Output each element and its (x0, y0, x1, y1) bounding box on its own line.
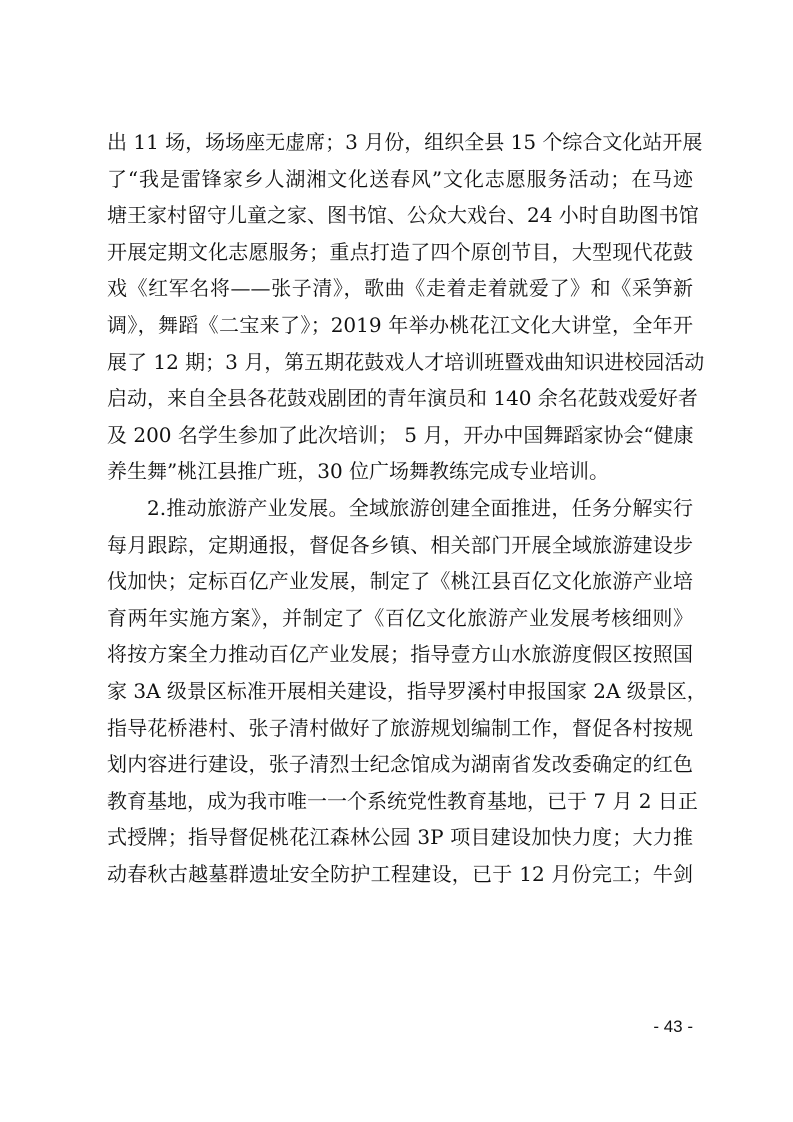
text-line: 出 11 场，场场座无虚席；3 月份，组织全县 15 个综合文化站开展 (107, 130, 703, 154)
text-line: 动春秋古越墓群遗址安全防护工程建设，已于 12 月份完工；牛剑 (107, 861, 693, 886)
text-line: 指导花桥港村、张子清村做好了旅游规划编制工作，督促各村按规 (107, 715, 693, 740)
text-line: 塘王家村留守儿童之家、图书馆、公众大戏台、24 小时自助图书馆 (107, 203, 699, 228)
text-line: 将按方案全力推动百亿产业发展；指导壹方山水旅游度假区按照国 (107, 642, 693, 667)
paragraph-tourism-industry (107, 490, 707, 893)
text-line: 启动，来自全县各花鼓戏剧团的青年演员和 140 余名花鼓戏爱好者 (107, 386, 698, 411)
page-number: - 43 - (653, 1017, 693, 1036)
text-line: 育两年实施方案》，并制定了《百亿文化旅游产业发展考核细则》 (107, 605, 693, 630)
text-line: 及 200 名学生参加了此次培训； 5 月，开办中国舞蹈家协会“健康 (107, 422, 694, 447)
text-line: 家 3A 级景区标准开展相关建设，指导罗溪村申报国家 2A 级景区， (107, 678, 707, 703)
text-line: 调》，舞蹈《二宝来了》；2019 年举办桃花江文化大讲堂，全年开 (107, 312, 693, 337)
paragraph-cultural-volunteer (107, 124, 705, 490)
text-line: 伐加快；定标百亿产业发展，制定了《桃江县百亿文化旅游产业培 (107, 569, 693, 594)
text-line: 2.推动旅游产业发展。全域旅游创建全面推进，任务分解实行 (147, 495, 693, 520)
text-line: 开展定期文化志愿服务；重点打造了四个原创节目，大型现代花鼓 (107, 239, 693, 264)
text-line: 每月跟踪，定期通报，督促各乡镇、相关部门开展全域旅游建设步 (107, 532, 693, 557)
text-line: 了“我是雷锋家乡人湖湘文化送春风”文化志愿服务活动；在马迹 (107, 166, 693, 191)
text-line: 养生舞”桃江县推广班，30 位广场舞教练完成专业培训。 (107, 459, 610, 484)
body-text (107, 124, 707, 892)
text-line: 式授牌；指导督促桃花江森林公园 3P 项目建设加快力度；大力推 (107, 825, 693, 850)
text-line: 教育基地，成为我市唯一一个系统党性教育基地，已于 7 月 2 日正 (107, 788, 698, 813)
text-line: 展了 12 期；3 月，第五期花鼓戏人才培训班暨戏曲知识进校园活动 (107, 349, 705, 374)
text-line: 划内容进行建设，张子清烈士纪念馆成为湖南省发改委确定的红色 (107, 752, 693, 777)
text-line: 戏《红军名将——张子清》，歌曲《走着走着就爱了》和《采笋新 (107, 276, 693, 301)
